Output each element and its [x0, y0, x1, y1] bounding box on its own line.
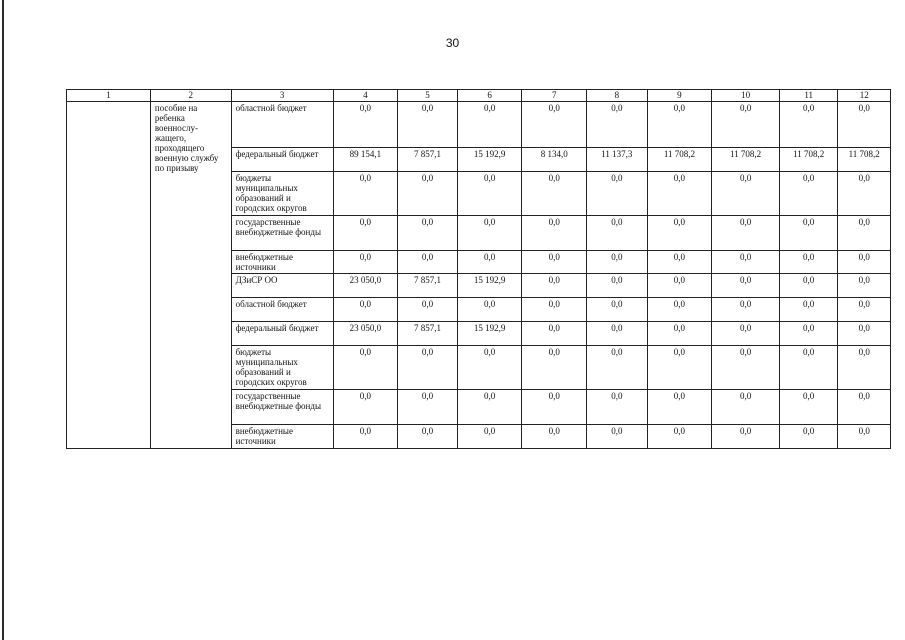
value-cell: 0,0: [712, 322, 780, 346]
value-cell: 0,0: [587, 346, 648, 390]
value-cell: 0,0: [522, 172, 587, 216]
value-cell: 0,0: [712, 346, 780, 390]
funding-source-cell: областной бюджет: [231, 102, 333, 148]
header-cell: 3: [231, 90, 333, 102]
value-cell: 0,0: [587, 102, 648, 148]
value-cell: 0,0: [647, 102, 712, 148]
value-cell: 0,0: [779, 346, 838, 390]
value-cell: 0,0: [522, 322, 587, 346]
value-cell: 15 192,9: [457, 322, 522, 346]
value-cell: 0,0: [587, 298, 648, 322]
value-cell: 0,0: [398, 102, 458, 148]
value-cell: 11 708,2: [779, 148, 838, 172]
value-cell: 0,0: [398, 346, 458, 390]
value-cell: 7 857,1: [398, 322, 458, 346]
value-cell: 0,0: [779, 425, 838, 449]
value-cell: 0,0: [838, 251, 891, 274]
value-cell: 0,0: [779, 322, 838, 346]
value-cell: 11 137,3: [587, 148, 648, 172]
value-cell: 0,0: [838, 216, 891, 251]
value-cell: 0,0: [587, 251, 648, 274]
value-cell: 15 192,9: [457, 148, 522, 172]
value-cell: 23 050,0: [333, 322, 398, 346]
value-cell: 23 050,0: [333, 274, 398, 298]
header-cell: 2: [150, 90, 231, 102]
program-name-cell: пособие на ребенка военнослу-жащего, проходящего военную службу по призыву: [150, 102, 231, 449]
value-cell: 0,0: [333, 102, 398, 148]
funding-source-cell: федеральный бюджет: [231, 148, 333, 172]
funding-source-cell: государственные внебюджетные фонды: [231, 216, 333, 251]
header-cell: 11: [779, 90, 838, 102]
value-cell: 89 154,1: [333, 148, 398, 172]
value-cell: 0,0: [712, 274, 780, 298]
funding-source-cell: бюджеты муниципальных образований и городских округов: [231, 346, 333, 390]
value-cell: 11 708,2: [647, 148, 712, 172]
value-cell: 0,0: [587, 425, 648, 449]
value-cell: 0,0: [647, 251, 712, 274]
value-cell: 0,0: [522, 298, 587, 322]
value-cell: 0,0: [712, 172, 780, 216]
value-cell: 0,0: [838, 346, 891, 390]
value-cell: 0,0: [333, 216, 398, 251]
value-cell: 0,0: [522, 346, 587, 390]
value-cell: 0,0: [457, 251, 522, 274]
value-cell: 8 134,0: [522, 148, 587, 172]
value-cell: 0,0: [838, 172, 891, 216]
value-cell: 0,0: [647, 216, 712, 251]
value-cell: 0,0: [587, 172, 648, 216]
funding-source-cell: бюджеты муниципальных образований и городских округов: [231, 172, 333, 216]
value-cell: 0,0: [333, 298, 398, 322]
value-cell: 0,0: [457, 425, 522, 449]
value-cell: 0,0: [398, 216, 458, 251]
value-cell: 0,0: [398, 298, 458, 322]
value-cell: 0,0: [712, 251, 780, 274]
header-row: [67, 90, 891, 102]
funding-source-cell: внебюджетные источники: [231, 251, 333, 274]
value-cell: 0,0: [712, 216, 780, 251]
col1-cell: [67, 102, 151, 449]
value-cell: 0,0: [647, 172, 712, 216]
value-cell: 11 708,2: [712, 148, 780, 172]
value-cell: 0,0: [712, 425, 780, 449]
funding-source-cell: областной бюджет: [231, 298, 333, 322]
value-cell: 0,0: [333, 390, 398, 425]
value-cell: 0,0: [838, 425, 891, 449]
header-cell: 6: [457, 90, 522, 102]
value-cell: 0,0: [457, 102, 522, 148]
value-cell: 0,0: [838, 102, 891, 148]
value-cell: 0,0: [457, 216, 522, 251]
value-cell: 0,0: [457, 298, 522, 322]
page-number: 30: [445, 36, 460, 50]
value-cell: 0,0: [647, 322, 712, 346]
budget-table: [66, 89, 891, 449]
value-cell: 0,0: [587, 390, 648, 425]
value-cell: 0,0: [522, 102, 587, 148]
value-cell: 0,0: [522, 425, 587, 449]
header-cell: 10: [712, 90, 780, 102]
value-cell: 0,0: [398, 425, 458, 449]
value-cell: 0,0: [522, 274, 587, 298]
header-cell: 7: [522, 90, 587, 102]
value-cell: 11 708,2: [838, 148, 891, 172]
value-cell: 0,0: [587, 322, 648, 346]
value-cell: 0,0: [333, 251, 398, 274]
value-cell: 0,0: [712, 102, 780, 148]
value-cell: 0,0: [712, 298, 780, 322]
value-cell: 0,0: [779, 216, 838, 251]
value-cell: 0,0: [647, 390, 712, 425]
header-cell: 4: [333, 90, 398, 102]
value-cell: 0,0: [647, 425, 712, 449]
value-cell: 0,0: [398, 251, 458, 274]
value-cell: 0,0: [779, 298, 838, 322]
value-cell: 0,0: [333, 346, 398, 390]
value-cell: 0,0: [838, 390, 891, 425]
table-row: [67, 102, 891, 148]
value-cell: 0,0: [522, 390, 587, 425]
value-cell: 0,0: [333, 425, 398, 449]
value-cell: 15 192,9: [457, 274, 522, 298]
funding-source-cell: внебюджетные источники: [231, 425, 333, 449]
value-cell: 0,0: [522, 216, 587, 251]
value-cell: 0,0: [712, 390, 780, 425]
value-cell: 0,0: [587, 274, 648, 298]
value-cell: 0,0: [587, 216, 648, 251]
value-cell: 0,0: [779, 251, 838, 274]
value-cell: 0,0: [838, 298, 891, 322]
header-cell: 12: [838, 90, 891, 102]
header-cell: 5: [398, 90, 458, 102]
value-cell: 0,0: [838, 322, 891, 346]
value-cell: 0,0: [647, 346, 712, 390]
value-cell: 0,0: [398, 172, 458, 216]
value-cell: 0,0: [779, 390, 838, 425]
header-cell: 8: [587, 90, 648, 102]
value-cell: 0,0: [398, 390, 458, 425]
value-cell: 0,0: [779, 172, 838, 216]
budget-table-body: [67, 90, 891, 449]
funding-source-cell: ДЗиСР ОО: [231, 274, 333, 298]
header-cell: 1: [67, 90, 151, 102]
value-cell: 0,0: [838, 274, 891, 298]
header-cell: 9: [647, 90, 712, 102]
value-cell: 0,0: [779, 102, 838, 148]
value-cell: 0,0: [647, 298, 712, 322]
funding-source-cell: федеральный бюджет: [231, 322, 333, 346]
scan-left-edge: [2, 0, 4, 640]
value-cell: 0,0: [779, 274, 838, 298]
value-cell: 7 857,1: [398, 274, 458, 298]
value-cell: 0,0: [333, 172, 398, 216]
value-cell: 0,0: [647, 274, 712, 298]
value-cell: 0,0: [522, 251, 587, 274]
value-cell: 0,0: [457, 390, 522, 425]
value-cell: 7 857,1: [398, 148, 458, 172]
value-cell: 0,0: [457, 346, 522, 390]
funding-source-cell: государственные внебюджетные фонды: [231, 390, 333, 425]
value-cell: 0,0: [457, 172, 522, 216]
